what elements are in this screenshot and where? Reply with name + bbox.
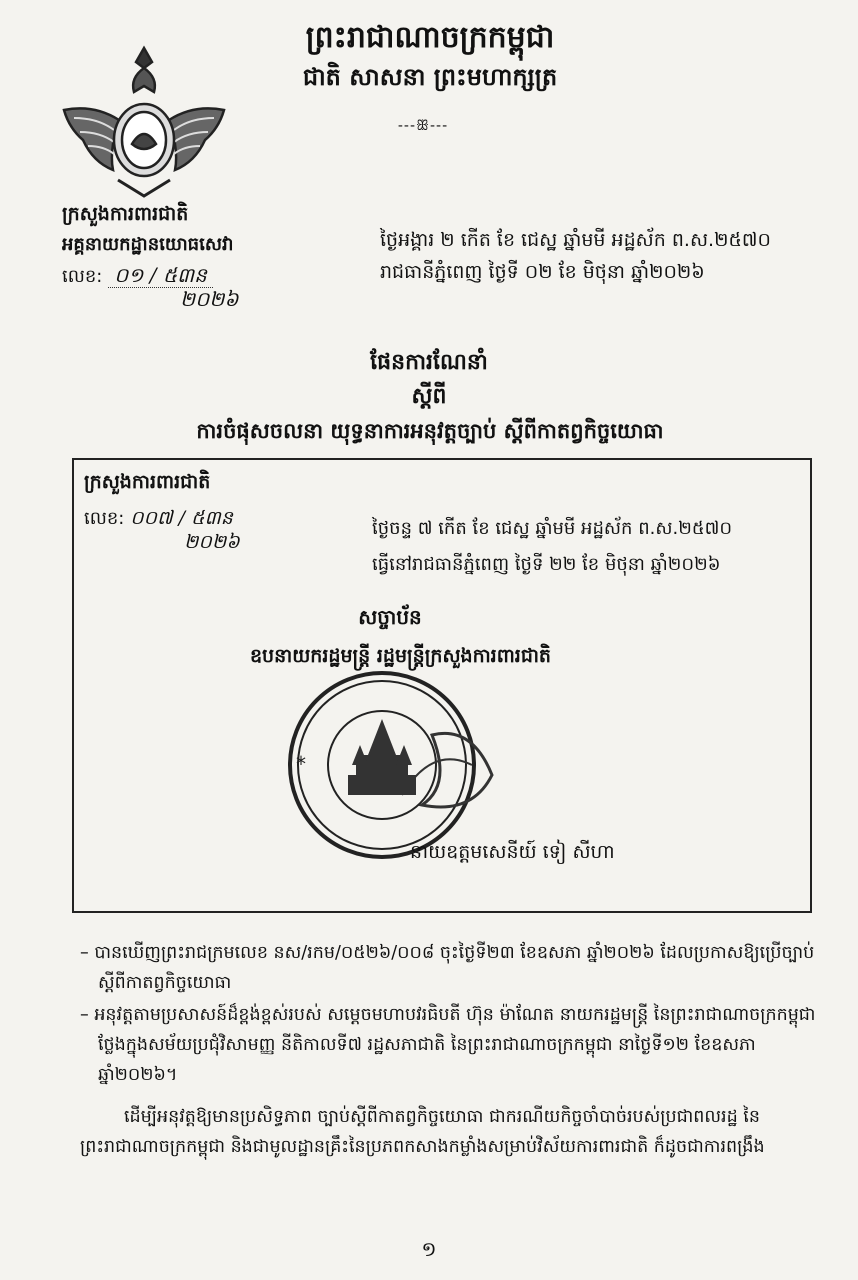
date-solar: រាជធានីភ្នំពេញ ថ្ងៃទី ០២ ខែ មិថុនា ឆ្នាំ២០២៦	[380, 261, 705, 283]
approval-reference-value: ០០៧ / ៥៣ន	[130, 507, 233, 529]
approval-label: សច្ចាប័ន	[358, 605, 422, 629]
document-subject: ការចំផុសចលនា យុទ្ធនាការអនុវត្តច្បាប់ ស្តីពីកាតព្វកិច្ចយោធា	[196, 419, 664, 443]
date-lunar: ថ្ងៃអង្គារ ២ កើត ខែ ជេស្ឋ ឆ្នាំមមី អដ្ឋស័ក ព.ស.២៥៧០	[380, 229, 771, 251]
sender-department: អគ្គនាយកដ្ឋានយោធសេវា	[62, 234, 234, 255]
approval-date-solar: ធ្វើនៅរាជធានីភ្នំពេញ ថ្ងៃទី ២២ ខែ មិថុនា ឆ្នាំ២០២៦	[372, 554, 721, 575]
approval-reference-label: លេខ:	[84, 508, 125, 529]
sender-ministry: ក្រសួងការពារជាតិ	[62, 203, 189, 225]
page-number: ១	[421, 1237, 437, 1261]
document-title: ផែនការណែនាំ	[370, 350, 488, 375]
body-bullet-2: – អនុវត្តតាមប្រសាសន៍ដ៏ខ្ពង់ខ្ពស់របស់ សម្តេចមហាបវរធិបតី ហ៊ុន ម៉ាណែត នាយករដ្ឋមន្ត្រី នៃព្រះរាជាណាចក្រកម្ពុជា ថ្លែងក្នុងសម័យប្រជុំវិសាមញ្ញ នីតិកាលទី៧ រដ្ឋសភាជាតិ នៃព្រះរាជាណាចក្រកម្ពុជា នាថ្ងៃទី១២ ខែឧសភា ឆ្នាំ២០២៦។	[80, 1005, 816, 1085]
body-bullet-1: – បានឃើញព្រះរាជក្រមលេខ នស/រកម/០៥២៦/០០៨ ចុះថ្ងៃទី២៣ ខែឧសភា ឆ្នាំ២០២៦ ដែលប្រកាសឱ្យប្រើច្បាប់ស្តីពីកាតព្វកិច្ចយោធា	[80, 943, 815, 993]
ministry-emblem-icon	[54, 40, 234, 200]
approval-ministry: ក្រសួងការពារជាតិ	[84, 471, 211, 493]
reference-label: លេខ:	[62, 266, 103, 287]
approval-date-lunar: ថ្ងៃចន្ទ ៧ កើត ខែ ជេស្ឋ ឆ្នាំមមី អដ្ឋស័ក ព.ស.២៥៧០	[372, 518, 733, 539]
reference-year: ២០២៦	[180, 287, 239, 311]
reference-value: ០១ / ៥៣ន	[108, 263, 213, 288]
document-title-about: ស្តីពី	[411, 384, 447, 409]
official-seal-icon	[282, 665, 502, 865]
svg-text:*: *	[296, 752, 306, 776]
body-paragraph: ដើម្បីអនុវត្តឱ្យមានប្រសិទ្ធភាព ច្បាប់ស្តីពីកាតព្វកិច្ចយោធា ជាករណីយកិច្ចចាំបាច់របស់ប្រជាពលរដ្ឋ នៃព្រះរាជាណាចក្រកម្ពុជា និងជាមូលដ្ឋានគ្រឹះនៃប្រភពកសាងកម្លាំងសម្រាប់វិស័យការពារជាតិ ក៏ដូចជាការពង្រឹង	[80, 1107, 765, 1157]
signer-name: នាយឧត្តមសេនីយ៍ ទៀ សីហា	[410, 841, 615, 863]
header-divider: ---ꕥ---	[397, 118, 449, 134]
national-motto: ជាតិ សាសនា ព្រះមហាក្សត្រ	[302, 63, 558, 91]
approver-title: ឧបនាយករដ្ឋមន្ត្រី រដ្ឋមន្ត្រីក្រសួងការពារជាតិ	[250, 645, 551, 667]
kingdom-title: ព្រះរាជាណាចក្រកម្ពុជា	[305, 20, 555, 55]
approval-reference-year: ២០២៦	[184, 531, 240, 553]
